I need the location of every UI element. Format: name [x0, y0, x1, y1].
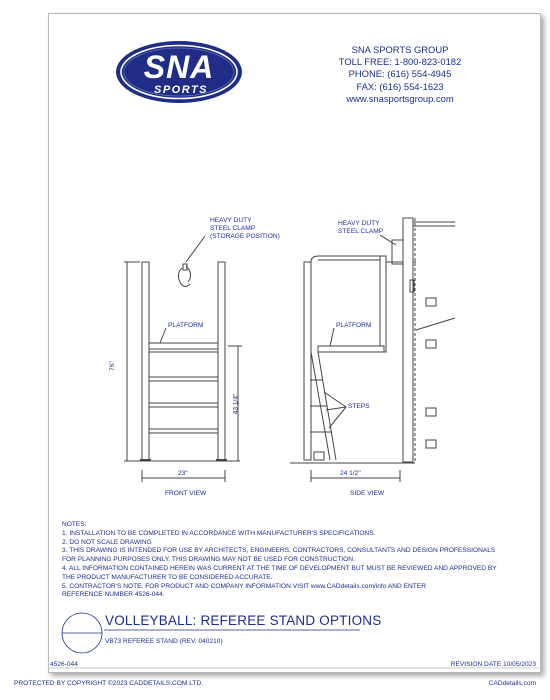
note-item: REFERENCE NUMBER 4526-044. — [62, 591, 165, 599]
front-platform-label: PLATFORM — [168, 322, 204, 329]
front-view-drawing — [124, 236, 242, 482]
side-depth-dim: 24 1/2" — [340, 470, 361, 477]
note-item: 4. ALL INFORMATION CONTAINED HEREIN WAS CURRENT AT THE TIME OF DEVELOPMENT BUT MUST BE REVIEWED AND APPROVED BY — [62, 564, 497, 572]
revision-date: REVISION DATE 10/05/2023 — [450, 661, 536, 668]
net-pole — [403, 218, 413, 462]
front-right-rail — [218, 262, 225, 460]
company-phone: PHONE: (616) 554-4945 — [348, 68, 452, 80]
front-platform — [149, 343, 218, 349]
side-view-drawing — [290, 218, 455, 482]
front-clamp-label: HEAVY DUTY STEEL CLAMP (STORAGE POSITION) — [210, 217, 280, 240]
side-clamp-label: HEAVY DUTY STEEL CLAMP — [338, 220, 384, 235]
note-item: 2. DO NOT SCALE DRAWING — [62, 538, 152, 546]
side-view-caption: SIDE VIEW — [350, 490, 385, 497]
side-steps-label: STEPS — [348, 403, 370, 410]
caddetails-link[interactable]: CADdetails.com — [488, 680, 536, 687]
side-platform — [318, 346, 384, 352]
note-item: FOR PLANNING PURPOSES ONLY. THIS DRAWING MAY NOT BE USED FOR CONSTRUCTION. — [62, 556, 355, 564]
company-fax: FAX: (616) 554-1623 — [356, 80, 444, 92]
copyright-notice: PROTECTED BY COPYRIGHT ©2023 CADDETAILS.COM LTD. — [14, 680, 204, 687]
notes-heading: NOTES: — [62, 521, 87, 528]
note-item: 3. THIS DRAWING IS INTENDED FOR USE BY ARCHITECTS, ENGINEERS, CONTRACTORS, CONSULTANTS AND DESIGN PROFESSIONALS — [62, 547, 496, 555]
side-rear-post — [304, 262, 311, 460]
front-step-2 — [149, 403, 218, 407]
front-height-dim: 76" — [108, 361, 116, 371]
front-platform-height-dim: 43 1/4" — [232, 393, 240, 415]
front-step-3 — [149, 429, 218, 433]
note-item: 1. INSTALLATION TO BE COMPLETED IN ACCORDANCE WITH MANUFACTURER'S SPECIFICATIONS. — [62, 529, 376, 537]
side-front-post — [380, 256, 386, 352]
drawing-subtitle: VB73 REFEREE STAND (REV. 040210) — [105, 638, 223, 645]
front-view-caption: FRONT VIEW — [165, 490, 207, 497]
company-website[interactable]: www.snasportsgroup.com — [346, 92, 454, 104]
front-clamp — [178, 266, 190, 287]
side-platform-label: PLATFORM — [336, 322, 372, 329]
front-width-dim: 23" — [178, 470, 188, 477]
front-step-1 — [149, 377, 218, 381]
company-name: SNA SPORTS GROUP — [351, 44, 449, 55]
note-item: THE PRODUCT MANUFACTURER TO BE CONSIDERED ACCURATE. — [62, 573, 273, 581]
front-left-rail — [142, 262, 149, 460]
logo-word-sna: SNA — [143, 49, 215, 85]
drawing-title: VOLLEYBALL: REFEREE STAND OPTIONS — [105, 613, 382, 628]
logo-word-sports: SPORTS — [153, 84, 209, 96]
drawing-number: 4526-044 — [50, 661, 78, 668]
company-toll-free: TOLL FREE: 1-800-823-0182 — [338, 56, 462, 68]
note-item: 5. CONTRACTOR'S NOTE: FOR PRODUCT AND COMPANY INFORMATION VISIT www.CADdetails.com/info AND ENTER — [62, 582, 426, 590]
notes-block — [62, 521, 502, 600]
